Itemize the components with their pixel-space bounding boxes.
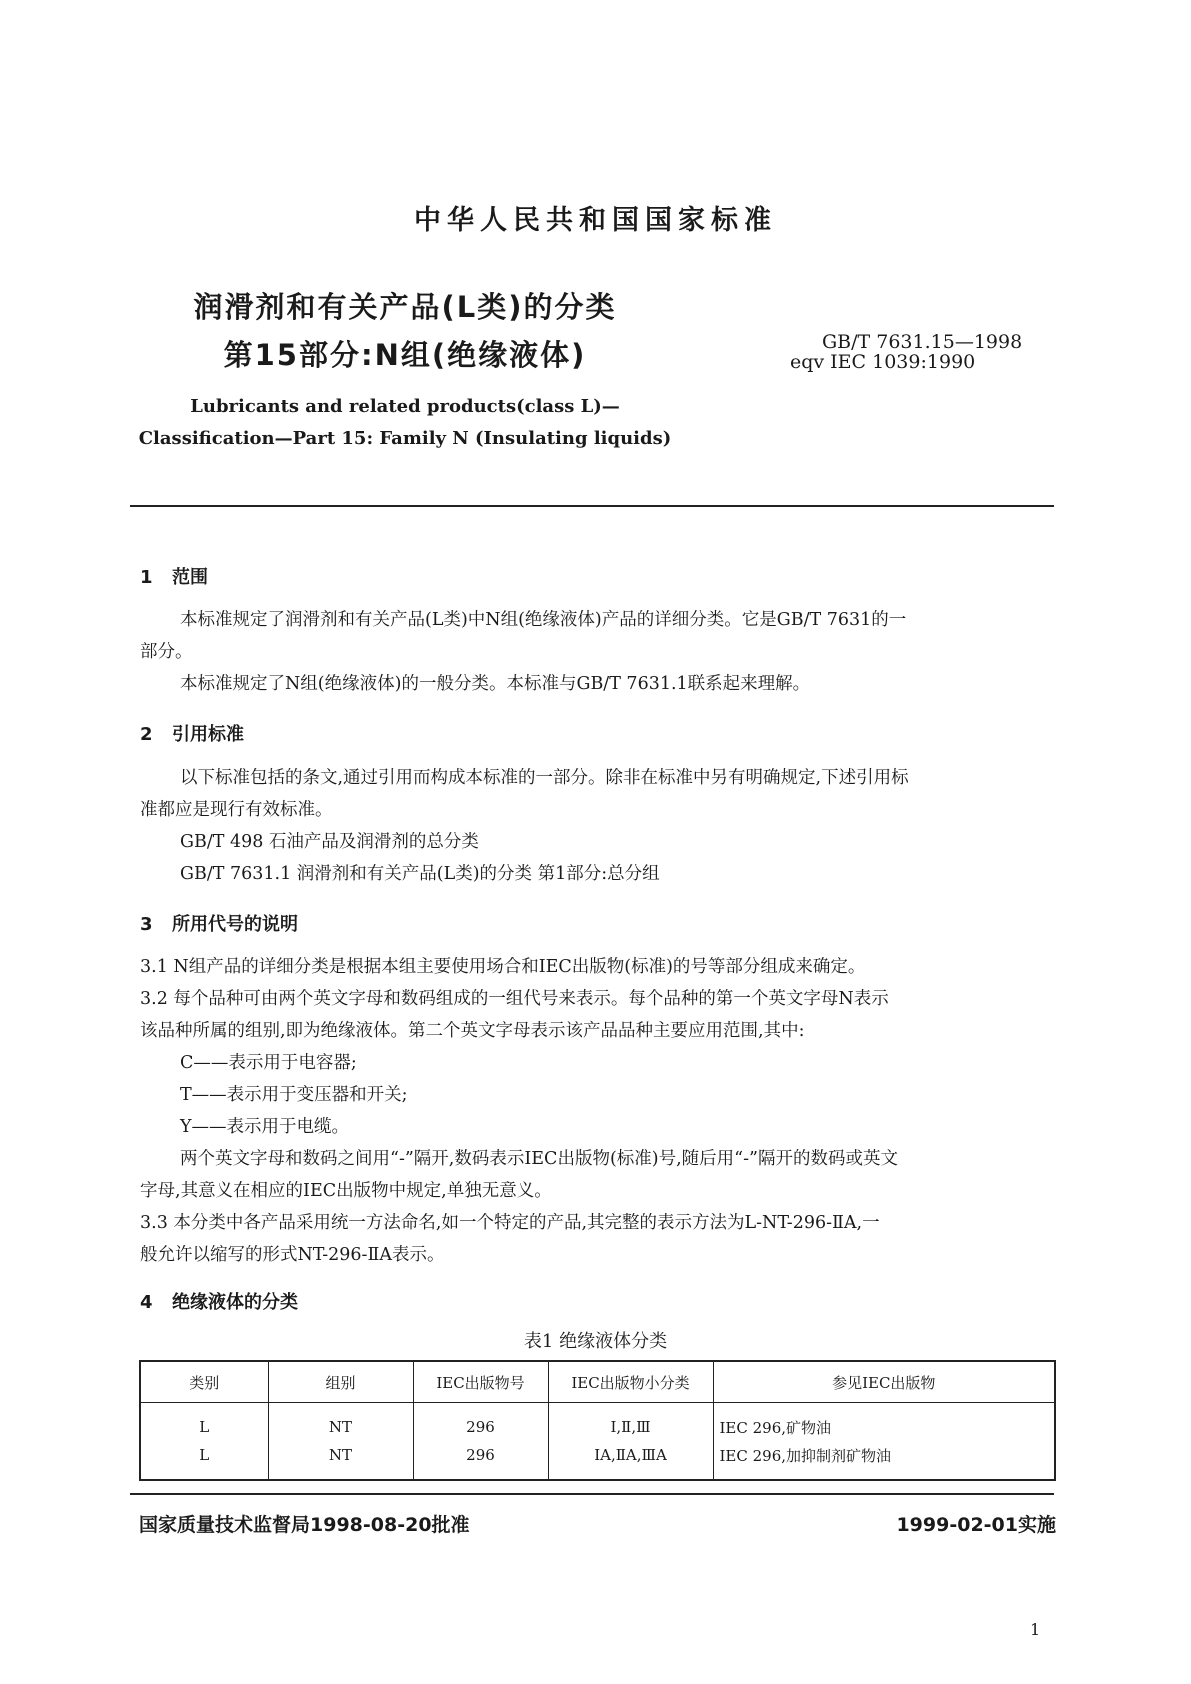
- implementation-date: 1999-02-01实施: [896, 1514, 1056, 1536]
- header-category: 类别: [140, 1361, 268, 1403]
- page-number: 1: [1030, 1620, 1041, 1639]
- header-divider: [130, 505, 1054, 507]
- header-iec-subclass: IEC出版物小分类: [548, 1361, 713, 1403]
- title-english-line2: Classification—Part 15: Family N (Insulating liquids): [138, 428, 672, 449]
- section-1-heading: [140, 563, 208, 589]
- cell-iec-number: 296: [413, 1441, 548, 1480]
- cell-iec-reference: IEC 296,加抑制剂矿物油: [713, 1441, 1055, 1480]
- header-iec-number: IEC出版物号: [413, 1361, 548, 1403]
- section-title: 范围: [172, 567, 208, 588]
- s2-reference-2: GB/T 7631.1 润滑剂和有关产品(L类)的分类 第1部分:总分组: [180, 864, 660, 884]
- table-row: [140, 1441, 1055, 1480]
- clause-3-3-line2: 般允许以缩写的形式NT-296-ⅡA表示。: [140, 1245, 445, 1265]
- s1-paragraph1-line1: 本标准规定了润滑剂和有关产品(L类)中N组(绝缘液体)产品的详细分类。它是GB/T 7631的一: [180, 610, 907, 630]
- section-number: 4: [140, 1292, 153, 1313]
- cell-category: L: [140, 1441, 268, 1480]
- section-title: 所用代号的说明: [172, 914, 298, 935]
- table-row: [140, 1403, 1055, 1442]
- list-item-c: C——表示用于电容器;: [180, 1053, 357, 1073]
- cell-iec-number: 296: [413, 1403, 548, 1442]
- list-item-y: Y——表示用于电缆。: [180, 1117, 350, 1137]
- section-4-heading: [140, 1288, 298, 1314]
- classification-table: [139, 1360, 1056, 1481]
- s1-paragraph2: 本标准规定了N组(绝缘液体)的一般分类。本标准与GB/T 7631.1联系起来理解。: [180, 674, 811, 694]
- title-english-line1: Lubricants and related products(class L)—: [190, 396, 620, 417]
- table-caption: 表1 绝缘液体分类: [523, 1331, 668, 1352]
- title-chinese-line1: 润滑剂和有关产品(L类)的分类: [193, 290, 617, 324]
- clause-3-3-line1: 3.3 本分类中各产品采用统一方法命名,如一个特定的产品,其完整的表示方法为L-NT-296-ⅡA,一: [140, 1213, 880, 1233]
- section-title: 绝缘液体的分类: [172, 1292, 298, 1313]
- cell-group: NT: [268, 1441, 413, 1480]
- section-2-heading: [140, 720, 244, 746]
- s1-paragraph1-line2: 部分。: [140, 642, 193, 662]
- section-number: 3: [140, 914, 153, 935]
- title-chinese-line2: 第15部分:N组(绝缘液体): [223, 338, 587, 372]
- cell-iec-subclass: Ⅰ,Ⅱ,Ⅲ: [548, 1403, 713, 1442]
- section-number: 1: [140, 567, 153, 588]
- clause-3-2-line2: 该品种所属的组别,即为绝缘液体。第二个英文字母表示该产品品种主要应用范围,其中:: [140, 1021, 805, 1041]
- s2-reference-1: GB/T 498 石油产品及润滑剂的总分类: [180, 832, 479, 852]
- equivalent-standard: eqv IEC 1039:1990: [790, 351, 976, 373]
- cell-iec-subclass: ⅠA,ⅡA,ⅢA: [548, 1441, 713, 1480]
- standard-code: GB/T 7631.15—1998: [822, 331, 1023, 353]
- s2-paragraph-line2: 准都应是现行有效标准。: [140, 800, 333, 820]
- s2-paragraph-line1: 以下标准包括的条文,通过引用而构成本标准的一部分。除非在标准中另有明确规定,下述引用标: [180, 768, 909, 788]
- cell-group: NT: [268, 1403, 413, 1442]
- approval-statement: 国家质量技术监督局1998-08-20批准: [139, 1514, 470, 1536]
- s3-paragraph-line2: 字母,其意义在相应的IEC出版物中规定,单独无意义。: [140, 1181, 552, 1201]
- clause-3-2-line1: 3.2 每个品种可由两个英文字母和数码组成的一组代号来表示。每个品种的第一个英文字母N表示: [140, 989, 889, 1009]
- cell-iec-reference: IEC 296,矿物油: [713, 1403, 1055, 1442]
- header-group: 组别: [268, 1361, 413, 1403]
- list-item-t: T——表示用于变压器和开关;: [180, 1085, 408, 1105]
- s3-paragraph-line1: 两个英文字母和数码之间用“-”隔开,数码表示IEC出版物(标准)号,随后用“-”隔开的数码或英文: [180, 1149, 898, 1169]
- clause-3-1: 3.1 N组产品的详细分类是根据本组主要使用场合和IEC出版物(标准)的号等部分组成来确定。: [140, 957, 866, 977]
- cell-category: L: [140, 1403, 268, 1442]
- table-header-row: [140, 1361, 1055, 1403]
- footer-divider: [130, 1493, 1054, 1495]
- section-3-heading: [140, 910, 298, 936]
- section-number: 2: [140, 724, 153, 745]
- national-standard-heading: 中华人民共和国国家标准: [414, 205, 777, 236]
- header-iec-reference: 参见IEC出版物: [713, 1361, 1055, 1403]
- section-title: 引用标准: [172, 724, 244, 745]
